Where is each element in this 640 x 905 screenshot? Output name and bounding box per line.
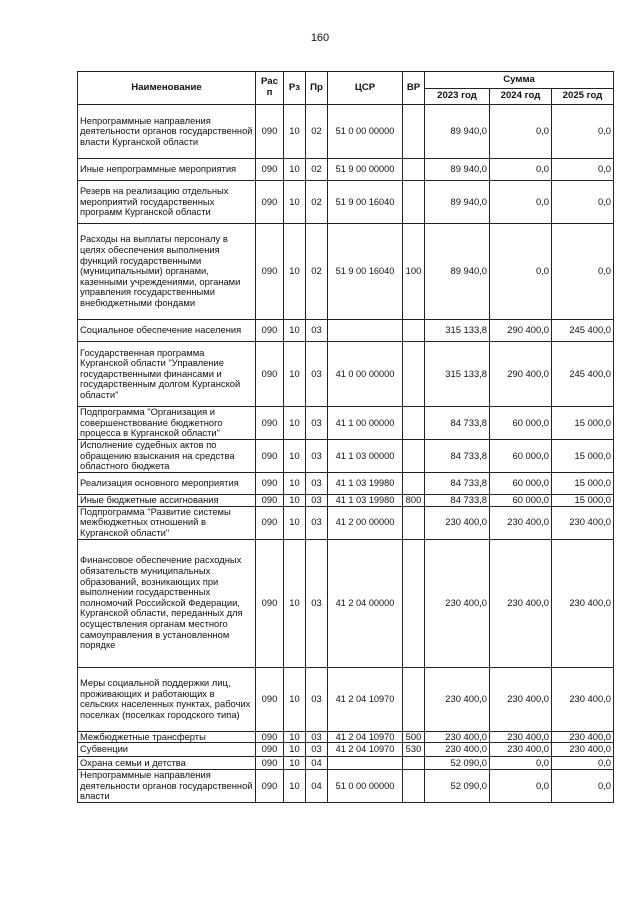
cell-vr (403, 407, 425, 440)
cell-name: Иные непрограммные мероприятия (78, 159, 256, 181)
cell-vr (403, 105, 425, 159)
cell-csr: 51 9 00 16040 (328, 224, 403, 320)
cell-csr: 41 2 04 10970 (328, 667, 403, 731)
cell-y2023: 230 400,0 (425, 667, 490, 731)
cell-y2025: 0,0 (552, 770, 614, 803)
cell-vr (403, 757, 425, 770)
cell-pr: 03 (306, 539, 328, 667)
header-name: Наименование (78, 72, 256, 105)
cell-name: Меры социальной поддержки лиц, проживающих и работающих в сельских населенных пунктах, рабочих поселках (поселках городского типа) (78, 667, 256, 731)
cell-vr (403, 667, 425, 731)
cell-pr: 03 (306, 506, 328, 539)
cell-y2023: 230 400,0 (425, 539, 490, 667)
cell-csr: 41 1 03 00000 (328, 440, 403, 473)
table-row (78, 757, 614, 770)
header-2024: 2024 год (490, 89, 552, 105)
cell-pr: 04 (306, 757, 328, 770)
cell-name: Охрана семьи и детства (78, 757, 256, 770)
cell-name: Непрограммные направления деятельности органов государственной власти (78, 770, 256, 803)
table-row (78, 473, 614, 495)
cell-y2023: 89 940,0 (425, 105, 490, 159)
cell-vr (403, 506, 425, 539)
cell-csr: 51 0 00 00000 (328, 770, 403, 803)
cell-y2023: 89 940,0 (425, 224, 490, 320)
cell-pr: 02 (306, 105, 328, 159)
cell-rasp: 090 (256, 320, 284, 342)
cell-pr: 03 (306, 667, 328, 731)
cell-rz: 10 (284, 495, 306, 507)
cell-rz: 10 (284, 407, 306, 440)
cell-y2023: 315 133,8 (425, 342, 490, 407)
cell-y2023: 230 400,0 (425, 506, 490, 539)
table-row (78, 105, 614, 159)
cell-y2024: 60 000,0 (490, 440, 552, 473)
cell-y2024: 290 400,0 (490, 342, 552, 407)
header-vr: ВР (403, 72, 425, 105)
cell-rz: 10 (284, 342, 306, 407)
cell-rz: 10 (284, 473, 306, 495)
header-2023: 2023 год (425, 89, 490, 105)
cell-name: Субвенции (78, 743, 256, 757)
cell-rasp: 090 (256, 440, 284, 473)
cell-y2024: 230 400,0 (490, 731, 552, 743)
table-header (78, 72, 614, 105)
cell-y2024: 0,0 (490, 770, 552, 803)
table-row (78, 539, 614, 667)
cell-pr: 03 (306, 743, 328, 757)
cell-pr: 03 (306, 407, 328, 440)
cell-name: Финансовое обеспечение расходных обязательств муниципальных образований, возникающих при выполнении государственных полномочий Российской Федерации, Курганской области, переданных для осуществления органам местного самоуправления в установленном порядке (78, 539, 256, 667)
cell-rz: 10 (284, 539, 306, 667)
cell-y2024: 230 400,0 (490, 506, 552, 539)
table-row (78, 667, 614, 731)
cell-csr: 51 0 00 00000 (328, 105, 403, 159)
cell-pr: 03 (306, 731, 328, 743)
cell-name: Резерв на реализацию отдельных мероприятий государственных программ Курганской области (78, 181, 256, 224)
cell-pr: 02 (306, 224, 328, 320)
cell-y2025: 0,0 (552, 757, 614, 770)
cell-csr: 41 1 03 19980 (328, 495, 403, 507)
cell-y2024: 0,0 (490, 757, 552, 770)
table-row (78, 743, 614, 757)
cell-y2025: 230 400,0 (552, 506, 614, 539)
table-row (78, 224, 614, 320)
cell-pr: 02 (306, 181, 328, 224)
cell-y2024: 230 400,0 (490, 743, 552, 757)
cell-rasp: 090 (256, 495, 284, 507)
cell-pr: 03 (306, 473, 328, 495)
table-row (78, 320, 614, 342)
cell-name: Иные бюджетные ассигнования (78, 495, 256, 507)
cell-rz: 10 (284, 440, 306, 473)
cell-y2023: 84 733,8 (425, 407, 490, 440)
cell-y2023: 52 090,0 (425, 757, 490, 770)
cell-vr: 100 (403, 224, 425, 320)
cell-y2025: 15 000,0 (552, 495, 614, 507)
cell-csr: 41 0 00 00000 (328, 342, 403, 407)
cell-name: Социальное обеспечение населения (78, 320, 256, 342)
header-sum: Сумма (425, 72, 614, 89)
cell-y2025: 0,0 (552, 105, 614, 159)
cell-pr: 03 (306, 495, 328, 507)
cell-y2025: 15 000,0 (552, 473, 614, 495)
cell-csr (328, 320, 403, 342)
table-row (78, 506, 614, 539)
table-row (78, 181, 614, 224)
cell-vr (403, 440, 425, 473)
cell-y2024: 290 400,0 (490, 320, 552, 342)
cell-rasp: 090 (256, 506, 284, 539)
cell-vr: 800 (403, 495, 425, 507)
cell-rasp: 090 (256, 731, 284, 743)
cell-vr (403, 320, 425, 342)
cell-rz: 10 (284, 667, 306, 731)
cell-y2024: 0,0 (490, 224, 552, 320)
cell-y2025: 245 400,0 (552, 342, 614, 407)
cell-y2025: 15 000,0 (552, 440, 614, 473)
table-row (78, 407, 614, 440)
cell-y2024: 60 000,0 (490, 495, 552, 507)
cell-name: Межбюджетные трансферты (78, 731, 256, 743)
cell-y2024: 0,0 (490, 181, 552, 224)
cell-vr (403, 770, 425, 803)
cell-y2025: 230 400,0 (552, 731, 614, 743)
cell-y2024: 60 000,0 (490, 473, 552, 495)
cell-vr (403, 473, 425, 495)
cell-vr (403, 342, 425, 407)
cell-vr (403, 539, 425, 667)
cell-y2023: 230 400,0 (425, 731, 490, 743)
cell-rz: 10 (284, 731, 306, 743)
table-row (78, 495, 614, 507)
cell-rz: 10 (284, 105, 306, 159)
cell-pr: 02 (306, 159, 328, 181)
cell-csr: 41 2 00 00000 (328, 506, 403, 539)
cell-vr: 530 (403, 743, 425, 757)
cell-y2023: 52 090,0 (425, 770, 490, 803)
cell-rasp: 090 (256, 181, 284, 224)
cell-name: Реализация основного мероприятия (78, 473, 256, 495)
cell-rz: 10 (284, 757, 306, 770)
cell-y2025: 230 400,0 (552, 667, 614, 731)
cell-name: Государственная программа Курганской области "Управление государственными финансами и государственным долгом Курганской области" (78, 342, 256, 407)
table-row (78, 440, 614, 473)
cell-pr: 03 (306, 440, 328, 473)
cell-rz: 10 (284, 181, 306, 224)
page-number: 160 (310, 32, 330, 44)
cell-csr: 41 2 04 10970 (328, 731, 403, 743)
cell-rz: 10 (284, 506, 306, 539)
cell-pr: 04 (306, 770, 328, 803)
cell-rasp: 090 (256, 407, 284, 440)
cell-csr (328, 757, 403, 770)
cell-y2023: 84 733,8 (425, 440, 490, 473)
cell-y2023: 89 940,0 (425, 159, 490, 181)
cell-pr: 03 (306, 342, 328, 407)
cell-y2024: 0,0 (490, 159, 552, 181)
cell-csr: 41 2 04 00000 (328, 539, 403, 667)
cell-rasp: 090 (256, 539, 284, 667)
cell-y2024: 230 400,0 (490, 539, 552, 667)
cell-name: Исполнение судебных актов по обращению взыскания на средства областного бюджета (78, 440, 256, 473)
cell-rz: 10 (284, 743, 306, 757)
cell-rz: 10 (284, 770, 306, 803)
table-row (78, 770, 614, 803)
cell-csr: 41 2 04 10970 (328, 743, 403, 757)
cell-name: Подпрограмма "Развитие системы межбюджетных отношений в Курганской области" (78, 506, 256, 539)
cell-rasp: 090 (256, 770, 284, 803)
cell-csr: 41 1 00 00000 (328, 407, 403, 440)
header-pr: Пр (306, 72, 328, 105)
table-row (78, 342, 614, 407)
budget-table (77, 71, 614, 803)
cell-y2025: 230 400,0 (552, 539, 614, 667)
cell-y2023: 84 733,8 (425, 495, 490, 507)
cell-rz: 10 (284, 224, 306, 320)
cell-rasp: 090 (256, 342, 284, 407)
cell-y2023: 230 400,0 (425, 743, 490, 757)
cell-vr (403, 159, 425, 181)
cell-y2024: 60 000,0 (490, 407, 552, 440)
cell-y2025: 230 400,0 (552, 743, 614, 757)
cell-csr: 51 9 00 00000 (328, 159, 403, 181)
cell-y2023: 84 733,8 (425, 473, 490, 495)
table-row (78, 159, 614, 181)
cell-y2024: 0,0 (490, 105, 552, 159)
cell-y2025: 15 000,0 (552, 407, 614, 440)
cell-vr (403, 181, 425, 224)
header-csr: ЦСР (328, 72, 403, 105)
cell-rasp: 090 (256, 105, 284, 159)
cell-csr: 51 9 00 16040 (328, 181, 403, 224)
header-rz: Рз (284, 72, 306, 105)
header-rasp: Рас п (256, 72, 284, 105)
cell-vr: 500 (403, 731, 425, 743)
table-body (78, 105, 614, 803)
header-2025: 2025 год (552, 89, 614, 105)
cell-rasp: 090 (256, 667, 284, 731)
table-row (78, 731, 614, 743)
cell-rasp: 090 (256, 757, 284, 770)
cell-name: Подпрограмма "Организация и совершенствование бюджетного процесса в Курганской области" (78, 407, 256, 440)
cell-y2025: 0,0 (552, 159, 614, 181)
cell-name: Непрограммные направления деятельности органов государственной власти Курганской области (78, 105, 256, 159)
cell-y2023: 315 133,8 (425, 320, 490, 342)
cell-csr: 41 1 03 19980 (328, 473, 403, 495)
cell-rasp: 090 (256, 473, 284, 495)
cell-rasp: 090 (256, 743, 284, 757)
cell-rasp: 090 (256, 159, 284, 181)
cell-name: Расходы на выплаты персоналу в целях обеспечения выполнения функций государственными (муниципальными) органами, казенными учреждениями, органами управления государственными внебюджетными фондами (78, 224, 256, 320)
cell-y2025: 0,0 (552, 224, 614, 320)
cell-rz: 10 (284, 320, 306, 342)
cell-y2025: 245 400,0 (552, 320, 614, 342)
cell-y2023: 89 940,0 (425, 181, 490, 224)
cell-y2024: 230 400,0 (490, 667, 552, 731)
cell-rz: 10 (284, 159, 306, 181)
cell-rasp: 090 (256, 224, 284, 320)
cell-pr: 03 (306, 320, 328, 342)
cell-y2025: 0,0 (552, 181, 614, 224)
